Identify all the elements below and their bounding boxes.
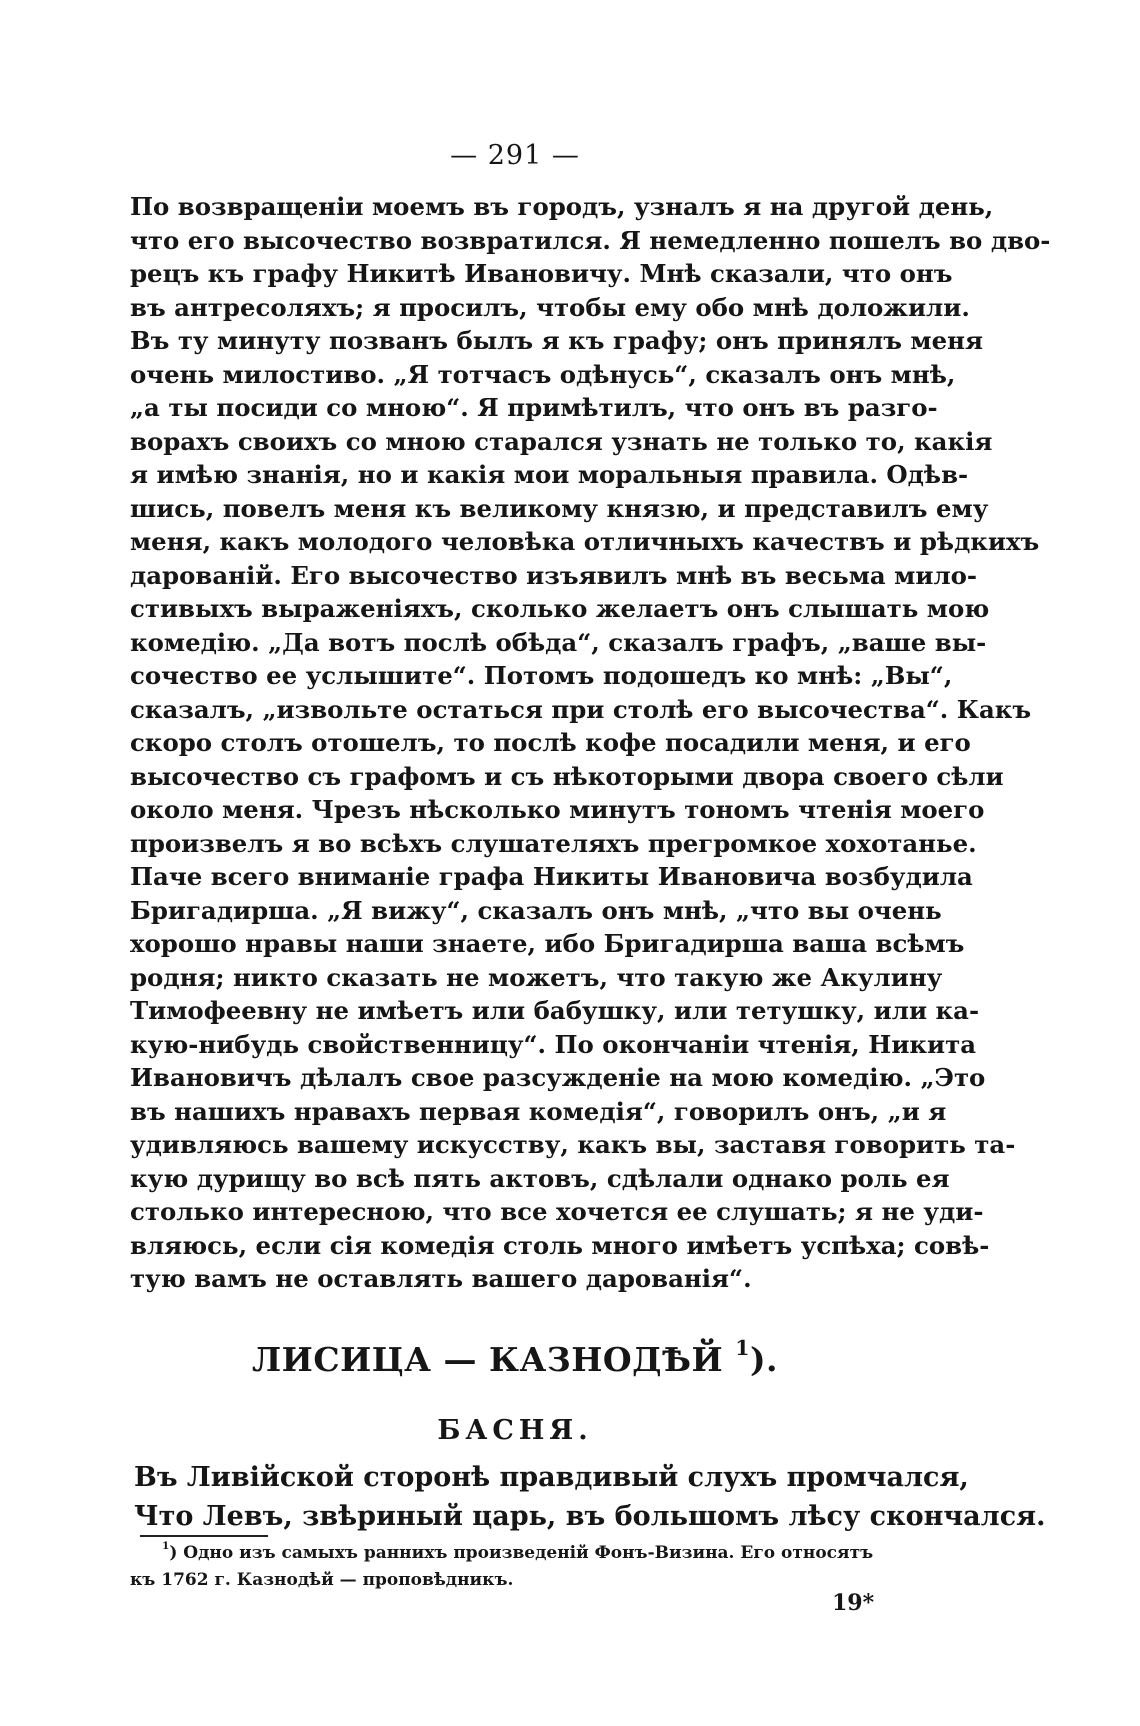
prose-line: Въ ту минуту позванъ былъ я къ графу; онъ принялъ меня	[130, 326, 984, 355]
footnote-line	[130, 1540, 930, 1567]
prose-line: кую дурищу во всѣ пять актовъ, сдѣлали однако роль ея	[130, 1163, 950, 1193]
footnote-rule	[140, 1535, 268, 1537]
prose-line: что его высочество возвратился. Я немедленно пошелъ во дво-	[130, 225, 1051, 255]
prose-line: стивыхъ выраженіяхъ, сколько желаетъ онъ слышать мою	[130, 594, 990, 623]
prose-line: вляюсь, если сія комедія столь много имѣетъ успѣха; совѣ-	[130, 1230, 990, 1260]
footnote	[130, 1540, 930, 1594]
prose-line: меня, какъ молодого человѣка отличныхъ качествъ и рѣдкихъ	[130, 527, 1040, 556]
page-number: — 291 —	[450, 140, 580, 171]
fable-title-text: ЛИСИЦА — КАЗНОДѢЙ	[251, 1340, 724, 1379]
prose-line: около меня. Чрезъ нѣсколько минутъ тономъ чтенія моего	[130, 795, 985, 824]
footnote-line: къ 1762 г. Казнодѣй — проповѣдникъ.	[130, 1570, 514, 1590]
prose-line: По возвращеніи моемъ въ городъ, узналъ я на другой день,	[130, 192, 994, 221]
prose-line: родня; никто сказать не можетъ, что такую же Акулину	[130, 962, 943, 992]
prose-line: въ нашихъ нравахъ первая комедія“, говорилъ онъ, „и я	[130, 1096, 947, 1126]
prose-line: я имѣю знанія, но и какія мои моральныя правила. Одѣв-	[130, 460, 969, 489]
prose-block	[130, 190, 1051, 1296]
fable-subtitle: БАСНЯ.	[437, 1415, 593, 1446]
prose-line: „а ты посиди со мною“. Я примѣтилъ, что онъ въ разго-	[130, 393, 938, 422]
prose-line: кую-нибудь свойственницу“. По окончаніи чтенія, Никита	[130, 1029, 977, 1059]
verse-line: Въ Ливійской сторонѣ правдивый слухъ промчался,	[134, 1462, 969, 1493]
prose-line: высочество съ графомъ и съ нѣкоторыми двора своего сѣли	[130, 761, 1004, 791]
prose-line: Бригадирша. „Я вижу“, сказалъ онъ мнѣ, „что вы очень	[130, 895, 942, 925]
title-footnote-close: ).	[749, 1340, 779, 1379]
prose-line: дарованій. Его высочество изъявилъ мнѣ въ весьма мило-	[130, 560, 978, 590]
footnote-text: Одно изъ самыхъ раннихъ произведеній Фонъ-Визина. Его относятъ	[183, 1543, 874, 1563]
prose-line: сочество ее услышите“. Потомъ подошедъ ко мнѣ: „Вы“,	[130, 661, 953, 690]
prose-line: шись, повелъ меня къ великому князю, и представилъ ему	[130, 493, 989, 523]
prose-line: хорошо нравы наши знаете, ибо Бригадирша ваша всѣмъ	[130, 929, 965, 958]
prose-line: скоро столъ отошелъ, то послѣ кофе посадили меня, и его	[130, 728, 971, 757]
prose-line: комедію. „Да вотъ послѣ обѣда“, сказалъ графъ, „ваше вы-	[130, 627, 987, 657]
title-footnote-mark: 1	[735, 1335, 750, 1360]
prose-line: столько интересною, что все хочется ее слушать; я не уди-	[130, 1197, 984, 1226]
prose-line: тую вамъ не оставлять вашего дарованія“.	[130, 1264, 752, 1293]
prose-line: рецъ къ графу Никитѣ Ивановичу. Мнѣ сказали, что онъ	[130, 259, 953, 288]
verse-line: Что Левъ, звѣриный царь, въ большомъ лѣсу скончался.	[134, 1501, 1046, 1532]
verse-block	[134, 1458, 1046, 1536]
footnote-mark-close: )	[169, 1543, 178, 1563]
prose-line: Ивановичъ дѣлалъ свое разсужденіе на мою комедію. „Это	[130, 1063, 986, 1092]
prose-line: Тимофеевну не имѣетъ или бабушку, или тетушку, или ка-	[130, 996, 980, 1025]
prose-line: удивляюсь вашему искусству, какъ вы, заставя говорить та-	[130, 1130, 1016, 1159]
fable-title	[0, 1335, 1030, 1379]
footnote-mark: 1	[162, 1540, 170, 1553]
prose-line: Паче всего вниманіе графа Никиты Ивановича возбудила	[130, 862, 973, 891]
prose-line: въ антресоляхъ; я просилъ, чтобы ему обо мнѣ доложили.	[130, 292, 970, 322]
signature-mark: 19*	[832, 1590, 875, 1616]
prose-line: ворахъ своихъ со мною старался узнать не только то, какія	[130, 426, 993, 456]
prose-line: очень милостиво. „Я тотчасъ одѣнусь“, сказалъ онъ мнѣ,	[130, 359, 956, 389]
prose-line: произвелъ я во всѣхъ слушателяхъ прегромкое хохотанье.	[130, 828, 977, 858]
prose-line: сказалъ, „извольте остаться при столѣ его высочества“. Какъ	[130, 694, 1032, 724]
